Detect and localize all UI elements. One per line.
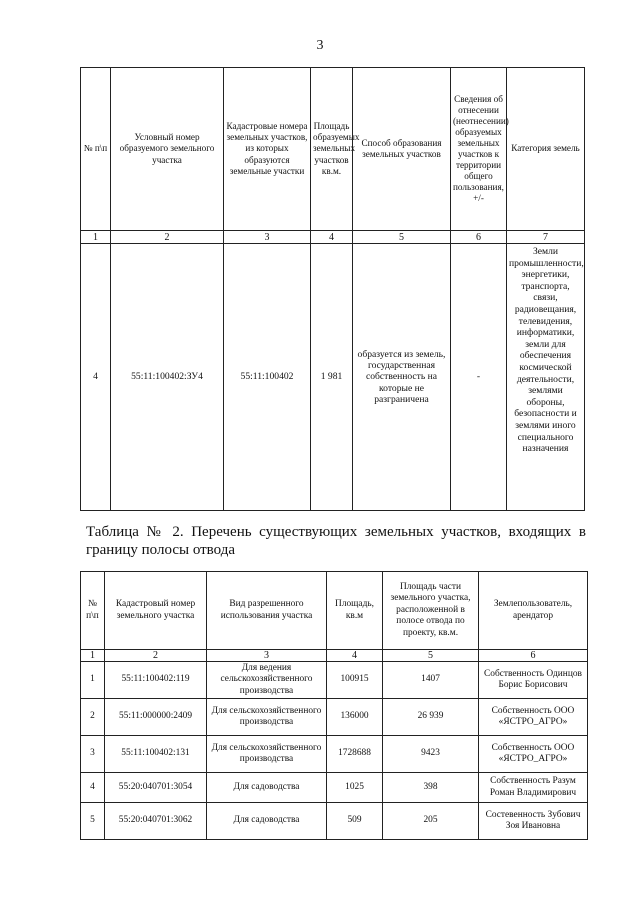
table-row <box>81 773 588 803</box>
column-index: 2 <box>105 650 207 662</box>
cadastral-number: 55:11:100402:131 <box>105 736 207 773</box>
header-cell-land-user: Землепользователь, арендатор <box>479 572 588 650</box>
header-cell-public-use: Сведения об отнесении (неотнесении) образуемых земельных участков к территории общего пользования, +/- <box>451 68 507 231</box>
header-cell-area: Площадь образуемых земельных участков кв.м. <box>311 68 353 231</box>
table-row <box>81 244 585 511</box>
row-number: 4 <box>81 773 105 803</box>
land-user: Состевенность Зубович Зоя Ивановна <box>479 803 588 840</box>
table-row <box>81 662 588 699</box>
land-user: Собственность Одинцов Борис Борисович <box>479 662 588 699</box>
table-row <box>81 736 588 773</box>
row-number: 2 <box>81 699 105 736</box>
area-value: 1025 <box>327 773 383 803</box>
area-value: 1 981 <box>311 244 353 511</box>
column-index: 1 <box>81 650 105 662</box>
column-index: 6 <box>479 650 588 662</box>
header-cell-number: № п\п <box>81 572 105 650</box>
public-use-flag: - <box>451 244 507 511</box>
part-area-value: 1407 <box>383 662 479 699</box>
cadastral-number: 55:20:040701:3062 <box>105 803 207 840</box>
header-cell-method: Способ образования земельных участков <box>353 68 451 231</box>
table-2-caption: Таблица № 2. Перечень существующих земельных участков, входящих в границу полосы отвода <box>86 524 586 558</box>
permitted-use: Для сельскохозяйственного производства <box>207 699 327 736</box>
cadastral-number: 55:11:000000:2409 <box>105 699 207 736</box>
row-number: 1 <box>81 662 105 699</box>
table-header-row <box>81 572 588 650</box>
column-index-row <box>81 650 588 662</box>
part-area-value: 205 <box>383 803 479 840</box>
column-index: 5 <box>353 231 451 244</box>
permitted-use: Для ведения сельскохозяйственного производства <box>207 662 327 699</box>
area-value: 100915 <box>327 662 383 699</box>
column-index-row <box>81 231 585 244</box>
row-number: 5 <box>81 803 105 840</box>
area-value: 136000 <box>327 699 383 736</box>
table-row <box>81 699 588 736</box>
land-user: Собственность Разум Роман Владимирович <box>479 773 588 803</box>
header-cell-permitted-use: Вид разрешенного использования участка <box>207 572 327 650</box>
column-index: 1 <box>81 231 111 244</box>
column-index: 7 <box>507 231 585 244</box>
cadastral-number: 55:20:040701:3054 <box>105 773 207 803</box>
part-area-value: 9423 <box>383 736 479 773</box>
column-index: 3 <box>207 650 327 662</box>
table-row <box>81 803 588 840</box>
page-number: 3 <box>316 38 324 53</box>
part-area-value: 398 <box>383 773 479 803</box>
header-cell-land-category: Категория земель <box>507 68 585 231</box>
cadastral-number: 55:11:100402 <box>224 244 311 511</box>
formation-method: образуется из земель, государственная собственность на которые не разграничена <box>353 244 451 511</box>
permitted-use: Для садоводства <box>207 803 327 840</box>
existing-plots-table <box>80 571 588 840</box>
conditional-number: 55:11:100402:ЗУ4 <box>111 244 224 511</box>
row-number: 3 <box>81 736 105 773</box>
row-number: 4 <box>81 244 111 511</box>
column-index: 3 <box>224 231 311 244</box>
column-index: 2 <box>111 231 224 244</box>
column-index: 4 <box>311 231 353 244</box>
land-user: Собственность ООО «ЯСТРО_АГРО» <box>479 736 588 773</box>
header-cell-area: Площадь, кв.м <box>327 572 383 650</box>
land-user: Собственность ООО «ЯСТРО_АГРО» <box>479 699 588 736</box>
header-cell-part-area: Площадь части земельного участка, расположенной в полосе отвода по проекту, кв.м. <box>383 572 479 650</box>
header-cell-cadastral-numbers: Кадастровые номера земельных участков, из которых образуются земельные участки <box>224 68 311 231</box>
part-area-value: 26 939 <box>383 699 479 736</box>
column-index: 4 <box>327 650 383 662</box>
header-cell-cadastral-number: Кадастровый номер земельного участка <box>105 572 207 650</box>
land-category: Земли промышленности, энергетики, транспорта, связи, радиовещания, телевидения, информатики, земли для обеспечения космической деятельности, землями обороны, безопасности и землями иного специального назначения <box>507 244 585 511</box>
column-index: 6 <box>451 231 507 244</box>
permitted-use: Для садоводства <box>207 773 327 803</box>
table-header-row <box>81 68 585 231</box>
permitted-use: Для сельскохозяйственного производства <box>207 736 327 773</box>
land-plots-formed-table <box>80 67 585 511</box>
cadastral-number: 55:11:100402:119 <box>105 662 207 699</box>
header-cell-number: № п\п <box>81 68 111 231</box>
column-index: 5 <box>383 650 479 662</box>
area-value: 509 <box>327 803 383 840</box>
header-cell-conditional-number: Условный номер образуемого земельного участка <box>111 68 224 231</box>
area-value: 1728688 <box>327 736 383 773</box>
